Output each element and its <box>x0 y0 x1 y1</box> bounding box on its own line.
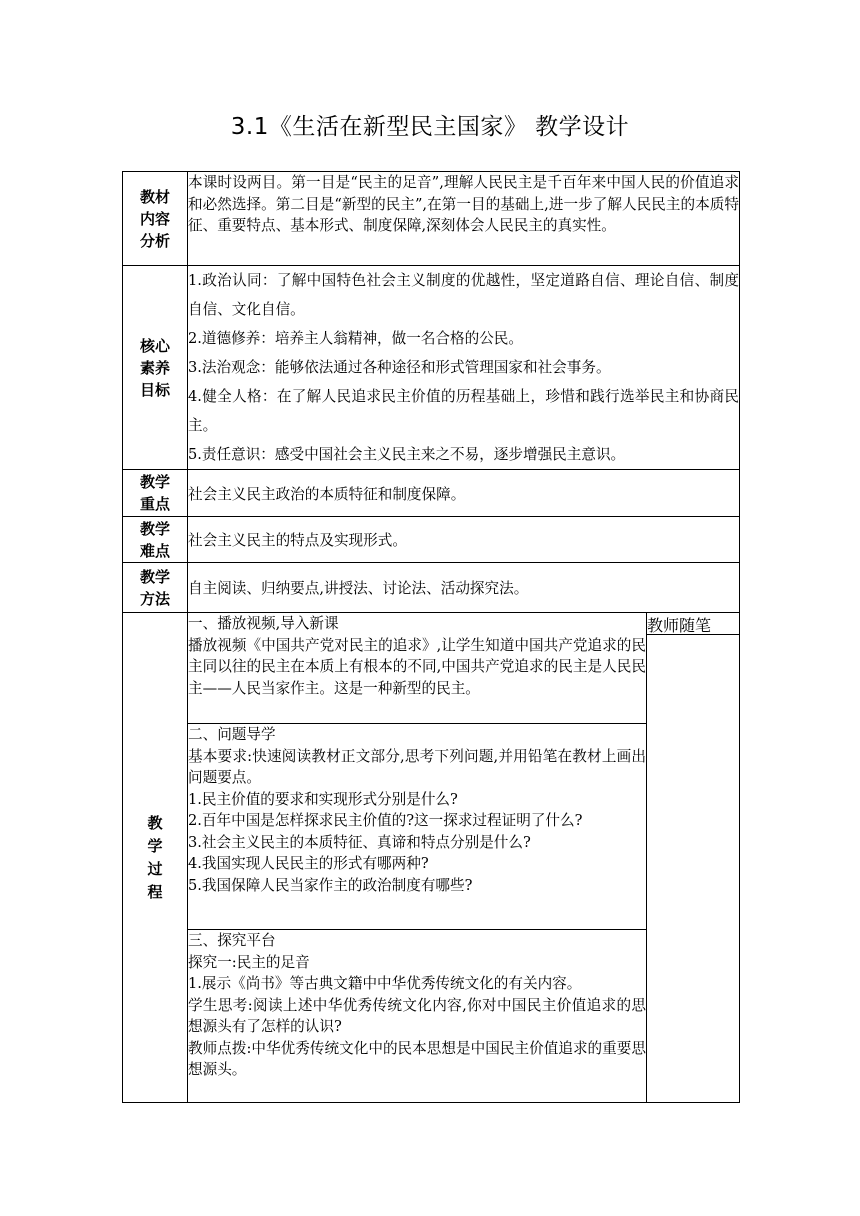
core-label-line-1: 核心 <box>139 336 170 355</box>
difficulty-row <box>123 517 740 563</box>
material-label-line-2: 内容 <box>139 209 170 228</box>
focus-row <box>123 470 740 517</box>
core-content <box>188 266 740 470</box>
core-item: 2.道德修养：培养主人翁精神，做一名合格的公民。 <box>188 330 523 347</box>
teacher-notes-header: 教师随笔 <box>647 613 739 635</box>
material-label <box>123 172 188 266</box>
process-section-3 <box>188 930 647 1103</box>
material-row <box>123 172 740 266</box>
core-label <box>123 266 188 470</box>
core-row <box>123 266 740 470</box>
lesson-plan-table <box>122 171 740 1103</box>
method-label-line-1: 教学 <box>139 567 170 586</box>
section-line: 探究一:民主的足音 <box>188 953 310 971</box>
section-heading: 二、问题导学 <box>188 726 276 743</box>
process-row <box>123 613 740 724</box>
method-label-line-2: 方法 <box>139 589 170 608</box>
difficulty-label-line-2: 难点 <box>139 541 170 560</box>
section-line: 4.我国实现人民民主的形式有哪两种? <box>188 855 429 872</box>
core-label-line-2: 素养 <box>139 358 170 377</box>
core-item: 1.政治认同：了解中国特色社会主义制度的优越性，坚定道路自信、理论自信、制度自信、文化自信。 <box>188 272 740 318</box>
focus-label-line-2: 重点 <box>139 495 170 513</box>
section-line: 5.我国保障人民当家作主的政治制度有哪些? <box>188 876 473 894</box>
method-content: 自主阅读、归纳要点,讲授法、讨论法、活动探究法。 <box>188 563 740 613</box>
focus-label <box>123 470 188 517</box>
document-title: 3.1《生活在新型民主国家》 教学设计 <box>230 114 630 140</box>
section-line: 基本要求:快速阅读教材正文部分,思考下列问题,并用铅笔在教材上画出问题要点。 <box>188 747 646 786</box>
section-line: 1.展示《尚书》等古典文籍中中华优秀传统文化的有关内容。 <box>188 975 582 992</box>
material-label-line-3: 分析 <box>139 231 170 250</box>
process-label-line-2: 学 <box>147 836 163 855</box>
method-label <box>123 563 188 613</box>
focus-content: 社会主义民主政治的本质特征和制度保障。 <box>188 470 740 517</box>
section-heading: 一、播放视频,导入新课 <box>188 615 339 632</box>
process-label-line-4: 程 <box>147 882 163 901</box>
material-content <box>188 172 740 266</box>
teacher-notes-column <box>647 613 740 1103</box>
section-line: 2.百年中国是怎样探求民主价值的?这一探求过程证明了什么? <box>188 812 583 829</box>
process-label-line-1: 教 <box>147 813 163 832</box>
process-section-1 <box>188 613 647 724</box>
process-label-line-3: 过 <box>147 859 163 878</box>
section-line: 1.民主价值的要求和实现形式分别是什么? <box>188 790 458 808</box>
section-heading: 三、探究平台 <box>188 932 276 949</box>
difficulty-content: 社会主义民主的特点及实现形式。 <box>188 517 740 563</box>
process-section-2 <box>188 724 647 930</box>
core-item: 5.责任意识：感受中国社会主义民主来之不易，逐步增强民主意识。 <box>188 446 626 463</box>
core-item: 4.健全人格：在了解人民追求民主价值的历程基础上，珍惜和践行选举民主和协商民主。 <box>188 388 740 434</box>
difficulty-label-line-1: 教学 <box>139 519 170 538</box>
section-line: 学生思考:阅读上述中华优秀传统文化内容,你对中国民主价值追求的思想源头有了怎样的认识? <box>188 996 646 1035</box>
core-item: 3.法治观念：能够依法通过各种途径和形式管理国家和社会事务。 <box>188 359 611 376</box>
section-line: 3.社会主义民主的本质特征、真谛和特点分别是什么? <box>188 833 531 851</box>
material-text: 本课时设两目。第一目是“民主的足音”,理解人民民主是千百年来中国人民的价值追求和必然选择。第二目是“新型的民主”,在第一目的基础上,进一步了解人民民主的本质特征、重要特点、基本形式、制度保障,深刻体会人民民主的真实性。 <box>188 174 740 234</box>
core-label-line-3: 目标 <box>139 380 170 399</box>
section-line: 教师点拨:中华优秀传统文化中的民本思想是中国民主价值追求的重要思想源头。 <box>188 1039 646 1078</box>
material-label-line-1: 教材 <box>139 187 170 206</box>
focus-label-line-1: 教学 <box>139 473 170 491</box>
process-label <box>123 613 188 1103</box>
section-line: 播放视频《中国共产党对民主的追求》,让学生知道中国共产党追求的民主同以往的民主在本质上有根本的不同,中国共产党追求的民主是人民民主——人民当家作主。这是一种新型的民主。 <box>188 636 646 697</box>
method-row <box>123 563 740 613</box>
difficulty-label <box>123 517 188 563</box>
